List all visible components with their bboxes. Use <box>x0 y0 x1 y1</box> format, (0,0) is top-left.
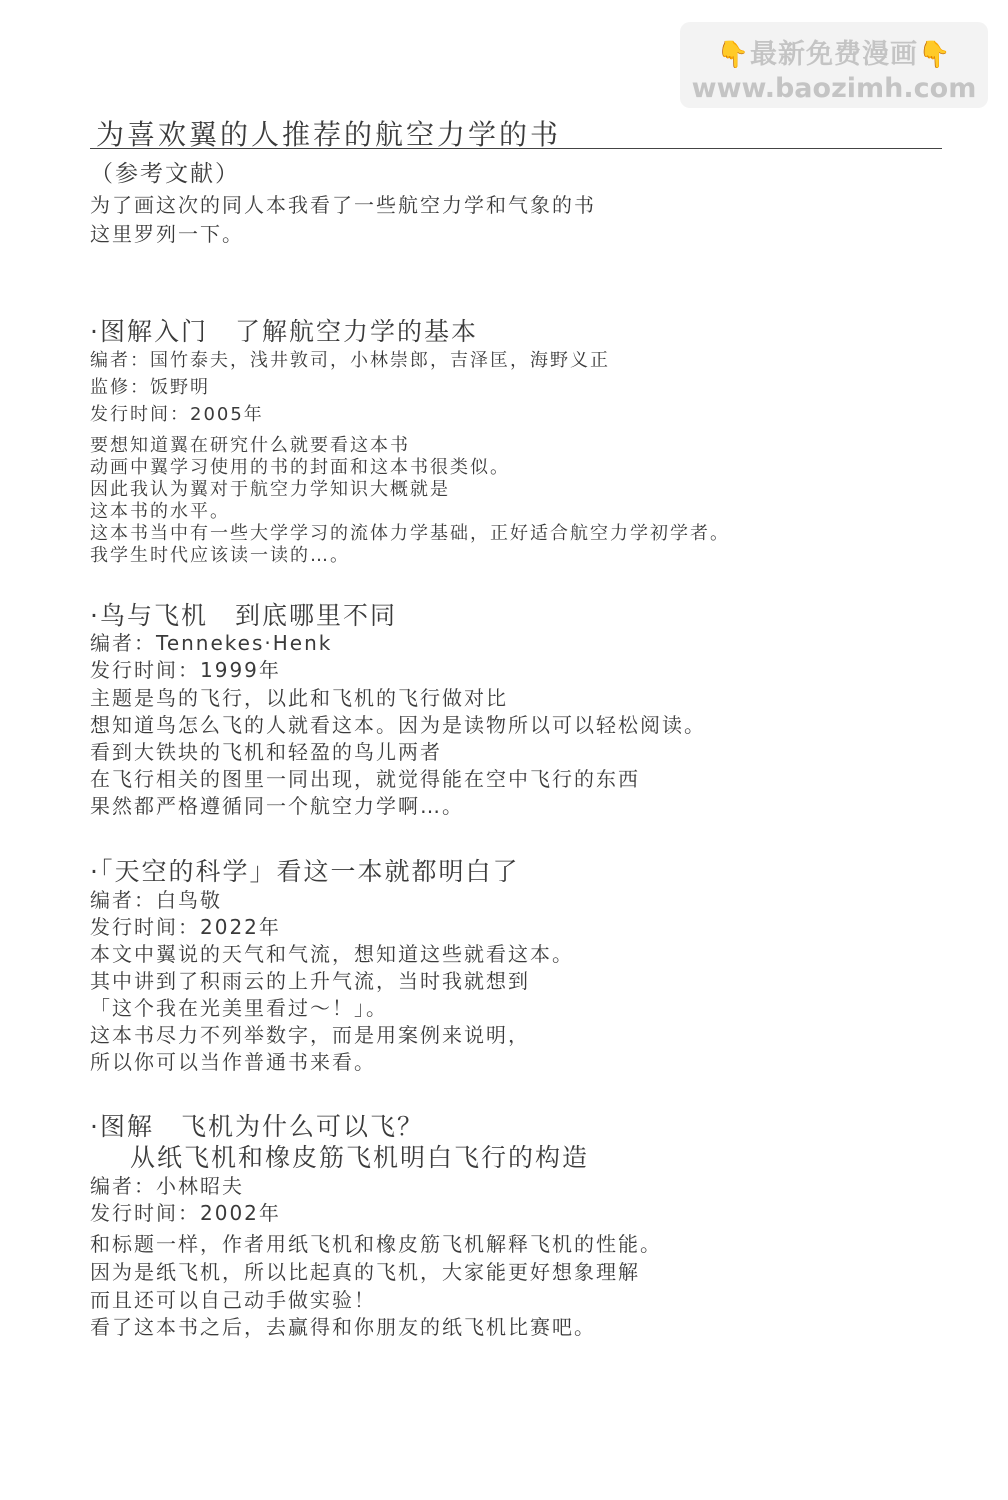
book-body-line: 这本书当中有一些大学学习的流体力学基础，正好适合航空力学初学者。 <box>90 523 730 544</box>
book-body-line: 这本书尽力不列举数字，而是用案例来说明， <box>90 1023 530 1047</box>
book-body-line: 本文中翼说的天气和气流，想知道这些就看这本。 <box>90 942 574 966</box>
book-heading: ·图解入门 了解航空力学的基本 <box>90 317 478 346</box>
book-meta: 编者：白鸟敬 <box>90 888 222 912</box>
book-meta: 编者：国竹泰夫，浅井敦司，小林崇郎，吉泽匡，海野义正 <box>90 350 610 371</box>
book-heading: ·鸟与飞机 到底哪里不同 <box>90 601 397 630</box>
book-meta: 发行时间：2005年 <box>90 404 264 425</box>
book-body-line: 因为是纸飞机，所以比起真的飞机，大家能更好想象理解 <box>90 1260 640 1284</box>
subtitle: （参考文献） <box>90 161 240 187</box>
book-meta: 发行时间：2002年 <box>90 1201 281 1225</box>
watermark-badge <box>680 22 988 108</box>
book-body-line: 主题是鸟的飞行，以此和飞机的飞行做对比 <box>90 686 508 710</box>
book-body-line: 看了这本书之后，去赢得和你朋友的纸飞机比赛吧。 <box>90 1315 596 1339</box>
book-meta: 监修：饭野明 <box>90 377 210 398</box>
book-body-line: 要想知道翼在研究什么就要看这本书 <box>90 435 410 456</box>
book-body-line: 「这个我在光美里看过～！」。 <box>90 996 388 1020</box>
watermark-url: www.baozimh.com <box>691 73 977 104</box>
book-body-line: 其中讲到了积雨云的上升气流，当时我就想到 <box>90 969 530 993</box>
book-meta: 编者：小林昭夫 <box>90 1174 244 1198</box>
book-body-line: 在飞行相关的图里一同出现，就觉得能在空中飞行的东西 <box>90 767 640 791</box>
title-underline <box>90 148 942 149</box>
book-body-line: 这本书的水平。 <box>90 501 230 522</box>
intro-line: 为了画这次的同人本我看了一些航空力学和气象的书 <box>90 193 596 217</box>
watermark-text: 最新免费漫画 <box>750 39 918 70</box>
pointing-down-icon: 👇 <box>716 40 750 70</box>
book-body-line: 果然都严格遵循同一个航空力学啊…。 <box>90 794 464 818</box>
book-body-line: 我学生时代应该读一读的…。 <box>90 545 350 566</box>
book-body-line: 而且还可以自己动手做实验！ <box>90 1288 376 1312</box>
book-heading: ·「天空的科学」看这一本就都明白了 <box>90 857 520 886</box>
pointing-down-icon: 👇 <box>918 40 952 70</box>
book-meta: 发行时间：2022年 <box>90 915 281 939</box>
book-meta: 发行时间：1999年 <box>90 658 281 682</box>
book-body-line: 和标题一样，作者用纸飞机和橡皮筋飞机解释飞机的性能。 <box>90 1232 662 1256</box>
book-meta: 编者：Tennekes·Henk <box>90 631 333 655</box>
book-body-line: 所以你可以当作普通书来看。 <box>90 1050 376 1074</box>
intro-line: 这里罗列一下。 <box>90 222 244 246</box>
book-body-line: 看到大铁块的飞机和轻盈的鸟儿两者 <box>90 740 442 764</box>
page-title: 为喜欢翼的人推荐的航空力学的书 <box>96 118 562 151</box>
book-body-line: 因此我认为翼对于航空力学知识大概就是 <box>90 479 450 500</box>
book-heading-subtitle: 从纸飞机和橡皮筋飞机明白飞行的构造 <box>130 1143 590 1172</box>
book-body-line: 动画中翼学习使用的书的封面和这本书很类似。 <box>90 457 510 478</box>
book-heading: ·图解 飞机为什么可以飞？ <box>90 1112 424 1141</box>
book-body-line: 想知道鸟怎么飞的人就看这本。因为是读物所以可以轻松阅读。 <box>90 713 706 737</box>
